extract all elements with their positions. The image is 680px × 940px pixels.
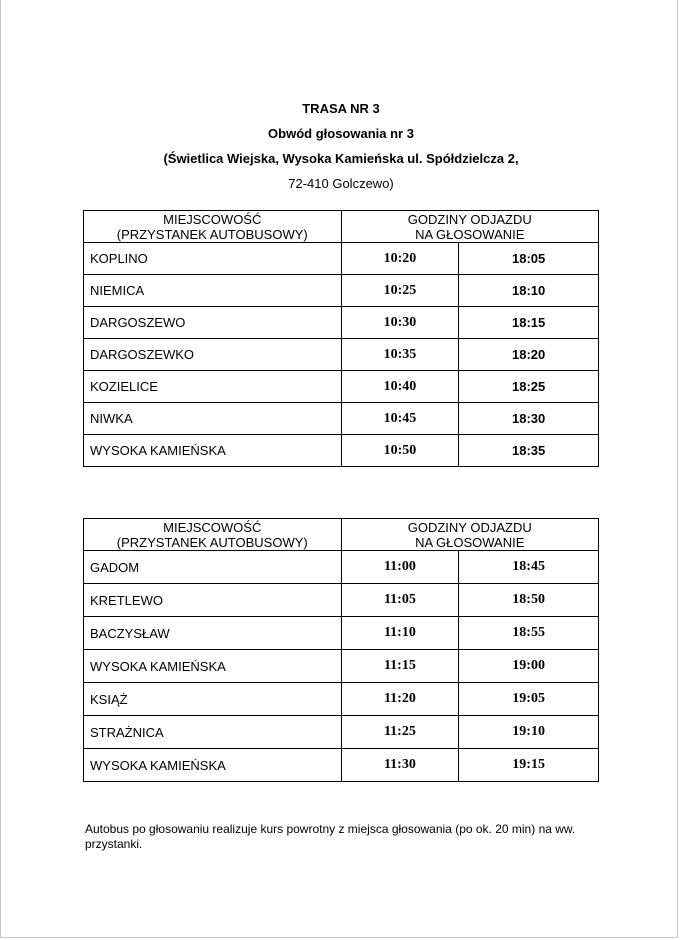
- departure-time-1: 11:25: [341, 716, 459, 749]
- schedule-table-1: [83, 210, 599, 467]
- departure-time-2: 18:30: [459, 403, 599, 435]
- table-row: [84, 307, 599, 339]
- polling-place-address: (Świetlica Wiejska, Wysoka Kamieńska ul. Spółdzielcza 2,: [163, 151, 519, 166]
- district-title: Obwód głosowania nr 3: [268, 126, 414, 141]
- place-cell: WYSOKA KAMIEŃSKA: [84, 650, 342, 683]
- table-row: [84, 243, 599, 275]
- departure-time-2: 18:05: [459, 243, 599, 275]
- departure-time-2: 18:25: [459, 371, 599, 403]
- column-header-departure-line2: NA GŁOSOWANIE: [415, 226, 525, 242]
- column-header-place: [84, 519, 342, 551]
- column-header-place: [84, 211, 342, 243]
- column-header-departure: [341, 211, 598, 243]
- departure-time-1: 11:15: [341, 650, 459, 683]
- column-header-place-line1: MIEJSCOWOŚĆ: [163, 211, 262, 227]
- table-row: [84, 371, 599, 403]
- departure-time-1: 11:00: [341, 551, 459, 584]
- place-cell: KSIĄŻ: [84, 683, 342, 716]
- departure-time-1: 10:25: [341, 275, 459, 307]
- place-cell: GADOM: [84, 551, 342, 584]
- departure-time-2: 18:45: [459, 551, 599, 584]
- place-cell: NIWKA: [84, 403, 342, 435]
- departure-time-2: 19:05: [459, 683, 599, 716]
- place-cell: NIEMICA: [84, 275, 342, 307]
- departure-time-1: 10:35: [341, 339, 459, 371]
- place-cell: WYSOKA KAMIEŃSKA: [84, 435, 342, 467]
- column-header-place-line2: (PRZYSTANEK AUTOBUSOWY): [116, 226, 308, 242]
- place-cell: DARGOSZEWKO: [84, 339, 342, 371]
- departure-time-2: 18:35: [459, 435, 599, 467]
- table-row: [84, 339, 599, 371]
- table-row: [84, 584, 599, 617]
- column-header-place-line2: (PRZYSTANEK AUTOBUSOWY): [116, 534, 308, 550]
- route-title: TRASA NR 3: [302, 101, 380, 116]
- column-header-departure-line1: GODZINY ODJAZDU: [407, 519, 532, 535]
- postal-code-line: 72-410 Golczewo): [288, 176, 394, 191]
- departure-time-2: 18:50: [459, 584, 599, 617]
- table-row: [84, 650, 599, 683]
- departure-time-1: 10:45: [341, 403, 459, 435]
- table-row: [84, 403, 599, 435]
- place-cell: DARGOSZEWO: [84, 307, 342, 339]
- table-row: [84, 749, 599, 782]
- table-row: [84, 716, 599, 749]
- place-cell: STRAŻNICA: [84, 716, 342, 749]
- departure-time-1: 11:10: [341, 617, 459, 650]
- departure-time-1: 11:20: [341, 683, 459, 716]
- departure-time-2: 18:10: [459, 275, 599, 307]
- column-header-place-line1: MIEJSCOWOŚĆ: [163, 519, 262, 535]
- table-row: [84, 551, 599, 584]
- table-row: [84, 435, 599, 467]
- column-header-departure-line1: GODZINY ODJAZDU: [407, 211, 532, 227]
- column-header-departure: [341, 519, 599, 551]
- departure-time-2: 18:20: [459, 339, 599, 371]
- departure-time-2: 19:15: [459, 749, 599, 782]
- place-cell: BACZYSŁAW: [84, 617, 342, 650]
- departure-time-2: 18:55: [459, 617, 599, 650]
- departure-time-2: 19:10: [459, 716, 599, 749]
- departure-time-1: 10:40: [341, 371, 459, 403]
- place-cell: WYSOKA KAMIEŃSKA: [84, 749, 342, 782]
- departure-time-1: 11:05: [341, 584, 459, 617]
- place-cell: KRETLEWO: [84, 584, 342, 617]
- return-trip-note: Autobus po głosowaniu realizuje kurs powrotny z miejsca głosowania (po ok. 20 min) na ww. przystanki.: [85, 822, 576, 851]
- table-row: [84, 617, 599, 650]
- schedule-table-2: [83, 518, 599, 782]
- departure-time-1: 11:30: [341, 749, 459, 782]
- column-header-departure-line2: NA GŁOSOWANIE: [415, 534, 525, 550]
- departure-time-1: 10:30: [341, 307, 459, 339]
- departure-time-2: 19:00: [459, 650, 599, 683]
- table-row: [84, 275, 599, 307]
- place-cell: KOZIELICE: [84, 371, 342, 403]
- table-row: [84, 683, 599, 716]
- place-cell: KOPLINO: [84, 243, 342, 275]
- departure-time-1: 10:50: [341, 435, 459, 467]
- departure-time-1: 10:20: [341, 243, 459, 275]
- departure-time-2: 18:15: [459, 307, 599, 339]
